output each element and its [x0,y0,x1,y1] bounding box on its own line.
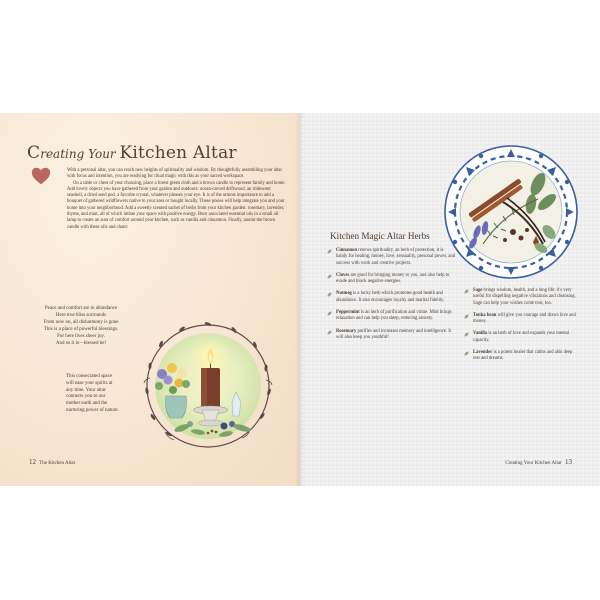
leaf-bullet-icon [327,249,332,254]
herb-description: will give you courage and draws love and money. [473,312,576,325]
herb-entry-cinnamon [326,248,456,267]
herb-entry-peppermint [326,310,456,323]
right-page [300,113,600,486]
chant-poem [22,306,140,347]
leaf-bullet-icon [327,292,332,297]
page-number: 13 [565,458,572,466]
herb-list-right [463,288,579,369]
herb-name: Cinnamon [336,248,358,253]
herb-name: Peppermint [336,310,360,316]
poem-line: Here true bliss surrounds [55,312,107,318]
space-line: will ease your spirits at [66,380,113,386]
candle-wreath-illustration [124,318,289,458]
herb-name: Rosemary [336,328,357,334]
book-gutter [295,113,305,486]
space-line: nurturing power of nature. [66,407,119,413]
herb-plate-illustration [443,144,579,280]
poem-line: And so it is—blessed be! [55,340,107,346]
page-title [27,143,237,163]
left-page [0,113,300,486]
folio-right [505,458,574,466]
space-line: any time. Your altar [66,387,106,393]
consecrated-space-text [66,374,131,415]
body-paragraph: On a table or chest of your choosing, place a forest green cloth and a brown candle to represent family and home. Add lovely objects you have gathered from your garden and outdoors: ocean-carved driftwood, an iridescent seashell, a dried seed pod, a favorite crystal, whatever pleases your eye. It is of the utmost importance to add a bouquet of gathered wildflowers native to your area or bought locally. These posies will help integrate you and your home into your neighborhood. Add a sweetly scented sachet of herbs from your kitchen garden: rosemary, lavender, thyme, and mint, all of which imbue your space with positive energy. Burn associated essential oils in a small oil lamp to create an aura of comfort around your kitchen, such as vanilla and cinnamon. Finally, anoint the brown candle with these oils and chant: [67,180,286,230]
herb-description: is an herb of love and expands your mental capacity. [473,331,570,343]
title-big: Kitchen Altar [119,143,237,163]
leaf-bullet-icon [464,351,469,356]
running-head: Creating Your Kitchen Altar [505,461,562,466]
title-initial: C [27,143,41,163]
leaf-bullet-icon [464,289,469,294]
leaf-bullet-icon [464,314,469,319]
running-head: The Kitchen Altar [39,461,76,466]
poem-line: From now on, all disharmony is gone [43,319,119,325]
herb-description: is an herb of purification and virtue. Mint brings relaxation and can help you sleep, reducing anxiety. [336,310,452,322]
herb-description: purifies and increases memory and intelligence. It will also keep you youthful! [336,328,452,340]
leaf-bullet-icon [464,332,469,337]
herb-description: is a potent healer that calms and aids deep rest and dreams. [473,350,573,362]
herb-name: Tonka bean [473,312,497,318]
page-number: 12 [29,458,36,466]
poem-line: Peace and comfort are in abundance [44,306,118,311]
herb-entry-cloves [326,273,456,286]
heart-icon [30,165,52,187]
folio-left [27,458,75,466]
leaf-bullet-icon [327,311,332,316]
herb-entry-sage [463,288,579,307]
leaf-bullet-icon [327,330,332,335]
poem-line: This is a place of powerful blessings. [43,326,119,332]
herb-entry-rosemary [326,329,456,342]
herb-name: Lavender [473,350,493,356]
herb-entry-lavender [463,350,579,363]
herb-name: Sage [473,288,483,293]
leaf-bullet-icon [327,274,332,279]
herb-name: Vanilla [473,331,488,337]
poem-line: For here lives sheer joy. [57,333,105,339]
herb-entry-vanilla [463,331,579,344]
herb-description: are good for bringing money to you, and also help to evade and block negative energies. [336,272,450,285]
intro-body [67,168,287,231]
space-line: connects you to our [66,394,106,400]
space-line: mother earth and the [66,401,108,407]
herb-entry-nutmeg [326,291,456,304]
herb-description: is a lucky herb which promotes good health and abundance. It also encourages loyalty and marital fidelity. [336,291,445,303]
title-small: reating Your [40,147,120,161]
space-line: This consecrated space [66,374,113,379]
herb-name: Cloves [336,272,350,278]
herbs-heading: Kitchen Magic Altar Herbs [330,231,430,241]
herb-description: renews spirituality, an herb of protection, it is handy for healing, money, love, sensuality, personal power, and success with work and creative projects. [336,248,456,266]
body-paragraph: With a personal altar, you can reach new heights of spirituality and wisdom. By thoughtfully assembling your altar with focus and intention, you are readying for ritual magic with this as your sacred workspace. [67,168,283,180]
herb-name: Nutmeg [336,291,352,297]
herb-description: brings wisdom, health, and a long life; it's very useful for dispelling negative vibrations and cleansing. Sage can help your wishes come true, too. [473,288,576,306]
herb-entry-tonka-bean [463,313,579,326]
herb-list-left [326,248,456,347]
